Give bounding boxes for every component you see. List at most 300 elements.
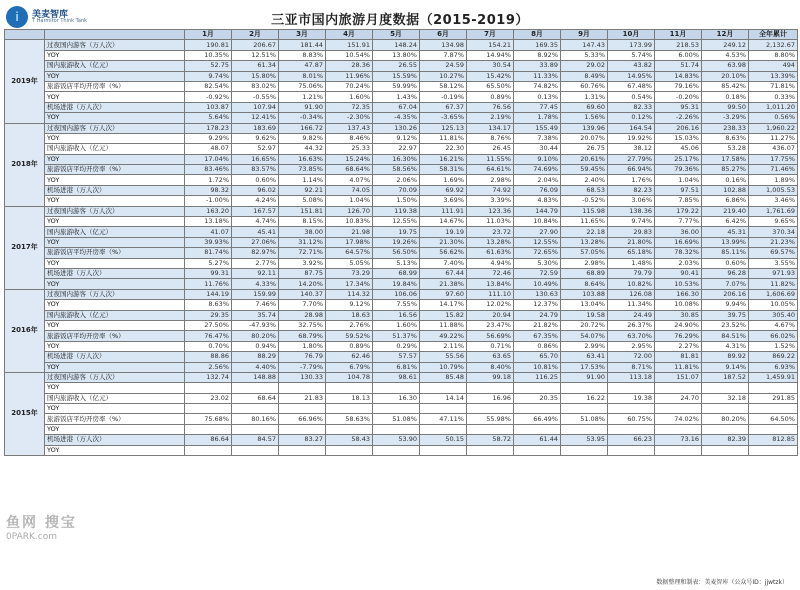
table-row — [5, 81, 798, 91]
value-cell: 59.45% — [561, 165, 608, 175]
value-cell: 5.33% — [561, 50, 608, 60]
value-cell: 7.77% — [655, 217, 702, 227]
value-cell: 70.24% — [326, 81, 373, 91]
table-row — [5, 237, 798, 247]
value-cell: 187.52 — [702, 372, 749, 382]
value-cell: 7.87% — [420, 50, 467, 60]
value-cell: 85.11% — [702, 248, 749, 258]
value-cell: 30.44 — [514, 144, 561, 154]
value-cell: 130.26 — [373, 123, 420, 133]
value-cell: 113.18 — [608, 372, 655, 382]
value-cell: 57.05% — [561, 248, 608, 258]
value-cell: 249.12 — [702, 40, 749, 50]
value-cell: 82.23 — [608, 185, 655, 195]
value-cell: 0.89% — [326, 341, 373, 351]
value-cell: 134.98 — [420, 40, 467, 50]
value-cell: 2.03% — [655, 258, 702, 268]
value-cell: 14.94% — [467, 50, 514, 60]
row-label: YOY — [45, 237, 185, 247]
value-cell: 23.47% — [467, 320, 514, 330]
value-cell: 6.81% — [373, 362, 420, 372]
row-label: 机场进港（万人次） — [45, 268, 185, 278]
value-cell: 39.93% — [185, 237, 232, 247]
value-cell: 19.26% — [373, 237, 420, 247]
row-label: YOY — [45, 445, 185, 455]
value-cell: 74.02% — [655, 414, 702, 424]
row-label: YOY — [45, 362, 185, 372]
value-cell: 8.83% — [279, 50, 326, 60]
value-cell: 173.99 — [608, 40, 655, 50]
value-cell: 27.79% — [608, 154, 655, 164]
value-cell: 12.37% — [514, 300, 561, 310]
value-cell: 63.98 — [702, 61, 749, 71]
value-cell: 16.30% — [373, 154, 420, 164]
value-cell: 50.15 — [420, 435, 467, 445]
value-cell: 2.76% — [326, 320, 373, 330]
header-row — [5, 30, 798, 40]
value-cell: 44.32 — [279, 144, 326, 154]
value-cell: 97.60 — [420, 289, 467, 299]
table-row — [5, 206, 798, 216]
value-cell — [279, 404, 326, 414]
value-cell: 0.54% — [608, 92, 655, 102]
value-cell: 111.10 — [467, 289, 514, 299]
value-cell: 80.20% — [232, 331, 279, 341]
value-cell: 107.94 — [232, 102, 279, 112]
annual-total-cell — [749, 404, 798, 414]
value-cell: 29.35 — [185, 310, 232, 320]
value-cell: 83.57% — [232, 165, 279, 175]
annual-total-cell: 3.55% — [749, 258, 798, 268]
value-cell: 21.80% — [608, 237, 655, 247]
table-row — [5, 196, 798, 206]
value-cell: 51.37% — [373, 331, 420, 341]
row-label: 过夜国内游客（万人次） — [45, 40, 185, 50]
value-cell: 48.07 — [185, 144, 232, 154]
value-cell: 104.78 — [326, 372, 373, 382]
value-cell: 12.51% — [232, 50, 279, 60]
table-row — [5, 40, 798, 50]
value-cell: 8.49% — [561, 71, 608, 81]
value-cell: 66.94% — [608, 165, 655, 175]
value-cell: 11.81% — [420, 133, 467, 143]
table-row — [5, 71, 798, 81]
table-row — [5, 268, 798, 278]
value-cell: -0.34% — [279, 113, 326, 123]
value-cell: 114.32 — [326, 289, 373, 299]
value-cell: 86.64 — [185, 435, 232, 445]
value-cell: 9.14% — [702, 362, 749, 372]
value-cell: 89.92 — [702, 352, 749, 362]
value-cell — [514, 383, 561, 393]
value-cell: 84.57 — [232, 435, 279, 445]
value-cell: 66.23 — [608, 435, 655, 445]
row-label: 旅游饭店平均开房率（%） — [45, 248, 185, 258]
value-cell — [467, 404, 514, 414]
value-cell: 178.23 — [185, 123, 232, 133]
value-cell: 4.33% — [232, 279, 279, 289]
page-title: 三亚市国内旅游月度数据（2015-2019） — [271, 13, 529, 28]
value-cell: 81.74% — [185, 248, 232, 258]
annual-total-cell: 1,761.69 — [749, 206, 798, 216]
value-cell: 22.18 — [561, 227, 608, 237]
value-cell — [561, 424, 608, 434]
table-row — [5, 320, 798, 330]
row-label: 过夜国内游客（万人次） — [45, 289, 185, 299]
value-cell: 21.83 — [279, 393, 326, 403]
value-cell: -0.55% — [232, 92, 279, 102]
value-cell: 76.47% — [185, 331, 232, 341]
value-cell: 148.88 — [232, 372, 279, 382]
annual-total-cell: 11.82% — [749, 279, 798, 289]
value-cell: 82.39 — [702, 435, 749, 445]
value-cell: 1.14% — [279, 175, 326, 185]
value-cell: 2.98% — [467, 175, 514, 185]
value-cell: 15.80% — [232, 71, 279, 81]
table-row — [5, 123, 798, 133]
value-cell: -0.52% — [561, 196, 608, 206]
table-row — [5, 217, 798, 227]
value-cell — [279, 424, 326, 434]
value-cell: 79.36% — [655, 165, 702, 175]
value-cell: 58.56% — [373, 165, 420, 175]
value-cell — [655, 404, 702, 414]
value-cell: 83.27 — [279, 435, 326, 445]
value-cell: 17.53% — [561, 362, 608, 372]
value-cell: 4.94% — [467, 258, 514, 268]
table-row — [5, 258, 798, 268]
value-cell: 1.76% — [608, 175, 655, 185]
row-label: 旅游饭店平均开房率（%） — [45, 331, 185, 341]
value-cell: 10.79% — [420, 362, 467, 372]
value-cell: 134.17 — [467, 123, 514, 133]
value-cell: -47.93% — [232, 320, 279, 330]
value-cell: 0.71% — [467, 341, 514, 351]
value-cell: 8.71% — [608, 362, 655, 372]
value-cell: 63.70% — [608, 331, 655, 341]
value-cell — [702, 383, 749, 393]
table-row — [5, 248, 798, 258]
value-cell: 10.35% — [185, 50, 232, 60]
value-cell: 125.13 — [420, 123, 467, 133]
value-cell: 57.57 — [373, 352, 420, 362]
row-label: YOY — [45, 175, 185, 185]
value-cell: 164.54 — [608, 123, 655, 133]
row-label: 机场进港（万人次） — [45, 352, 185, 362]
value-cell: 67.44 — [420, 268, 467, 278]
value-cell: 60.76% — [561, 81, 608, 91]
value-cell: 26.75 — [561, 144, 608, 154]
value-cell: 137.43 — [326, 123, 373, 133]
value-cell: 19.19 — [420, 227, 467, 237]
value-cell: 67.48% — [608, 81, 655, 91]
table-row — [5, 165, 798, 175]
value-cell — [373, 424, 420, 434]
year-cell: 2017年 — [5, 206, 45, 289]
column-header: 7月 — [467, 30, 514, 40]
table-row — [5, 300, 798, 310]
annual-total-cell: 0.33% — [749, 92, 798, 102]
value-cell: 16.30 — [373, 393, 420, 403]
table-row — [5, 393, 798, 403]
value-cell: 119.38 — [373, 206, 420, 216]
table-body — [5, 40, 798, 456]
value-cell: 1.69% — [420, 175, 467, 185]
table-row — [5, 341, 798, 351]
value-cell: 1.56% — [561, 113, 608, 123]
value-cell: 83.02% — [232, 81, 279, 91]
table-row — [5, 144, 798, 154]
value-cell: 10.53% — [655, 279, 702, 289]
value-cell: 130.63 — [514, 289, 561, 299]
value-cell: 11.88% — [420, 320, 467, 330]
value-cell: 11.81% — [655, 362, 702, 372]
value-cell: 29.83 — [608, 227, 655, 237]
value-cell: 51.08% — [561, 414, 608, 424]
value-cell: 16.22 — [561, 393, 608, 403]
annual-total-cell: 291.85 — [749, 393, 798, 403]
value-cell — [561, 383, 608, 393]
value-cell: 69.92 — [420, 185, 467, 195]
value-cell: 139.96 — [561, 123, 608, 133]
value-cell: 15.82 — [420, 310, 467, 320]
value-cell: 17.98% — [326, 237, 373, 247]
column-header: 5月 — [373, 30, 420, 40]
value-cell: 1.43% — [373, 92, 420, 102]
value-cell: 47.11% — [420, 414, 467, 424]
annual-total-cell: 71.81% — [749, 81, 798, 91]
value-cell: 144.19 — [185, 289, 232, 299]
value-cell: 19.58 — [561, 310, 608, 320]
value-cell: 66.49% — [514, 414, 561, 424]
value-cell: 58.43 — [326, 435, 373, 445]
value-cell — [655, 424, 702, 434]
value-cell — [655, 445, 702, 455]
value-cell: 20.72% — [561, 320, 608, 330]
value-cell: 65.70 — [514, 352, 561, 362]
value-cell: 2.98% — [561, 258, 608, 268]
value-cell — [232, 383, 279, 393]
table-row — [5, 435, 798, 445]
row-label: 旅游饭店平均开房率（%） — [45, 165, 185, 175]
value-cell: 51.08% — [373, 414, 420, 424]
value-cell: -4.35% — [373, 113, 420, 123]
value-cell: 81.81 — [655, 352, 702, 362]
value-cell: 67.35% — [514, 331, 561, 341]
value-cell: 91.90 — [561, 372, 608, 382]
annual-total-cell: 66.02% — [749, 331, 798, 341]
annual-total-cell: 17.75% — [749, 154, 798, 164]
row-label: 国内旅游收入（亿元） — [45, 144, 185, 154]
value-cell: 11.96% — [326, 71, 373, 81]
row-label: YOY — [45, 383, 185, 393]
value-cell: 54.07% — [561, 331, 608, 341]
value-cell: 74.05 — [326, 185, 373, 195]
value-cell — [655, 383, 702, 393]
value-cell: 13.99% — [702, 237, 749, 247]
value-cell: 6.42% — [702, 217, 749, 227]
value-cell: 12.55% — [373, 217, 420, 227]
value-cell: 5.05% — [326, 258, 373, 268]
value-cell: 7.85% — [655, 196, 702, 206]
value-cell: 9.94% — [702, 300, 749, 310]
value-cell: 3.39% — [467, 196, 514, 206]
value-cell: 10.81% — [514, 362, 561, 372]
value-cell: 1.48% — [608, 258, 655, 268]
value-cell: 1.04% — [655, 175, 702, 185]
value-cell — [702, 404, 749, 414]
value-cell: 20.07% — [561, 133, 608, 143]
value-cell: 4.31% — [702, 341, 749, 351]
row-label: YOY — [45, 300, 185, 310]
value-cell: 24.79 — [514, 310, 561, 320]
value-cell: 52.75 — [185, 61, 232, 71]
value-cell — [514, 424, 561, 434]
value-cell: -2.26% — [655, 113, 702, 123]
value-cell: 4.74% — [232, 217, 279, 227]
value-cell: 102.88 — [702, 185, 749, 195]
value-cell: 2.99% — [561, 341, 608, 351]
value-cell: 0.12% — [608, 113, 655, 123]
value-cell — [608, 424, 655, 434]
value-cell: 58.63% — [326, 414, 373, 424]
value-cell: 2.77% — [232, 258, 279, 268]
value-cell: 11.65% — [561, 217, 608, 227]
value-cell: 183.69 — [232, 123, 279, 133]
annual-total-cell — [749, 445, 798, 455]
value-cell: 169.35 — [514, 40, 561, 50]
value-cell — [373, 445, 420, 455]
value-cell: 58.72 — [467, 435, 514, 445]
value-cell: 24.70 — [655, 393, 702, 403]
annual-total-cell: 0.56% — [749, 113, 798, 123]
value-cell: 95.31 — [655, 102, 702, 112]
value-cell: 140.37 — [279, 289, 326, 299]
value-cell: 67.37 — [420, 102, 467, 112]
value-cell: 10.49% — [514, 279, 561, 289]
value-cell: 15.03% — [655, 133, 702, 143]
table-row — [5, 289, 798, 299]
value-cell: 6.00% — [655, 50, 702, 60]
value-cell: 15.59% — [373, 71, 420, 81]
value-cell: 61.44 — [514, 435, 561, 445]
value-cell: 18.63 — [326, 310, 373, 320]
row-label: YOY — [45, 279, 185, 289]
value-cell: 123.36 — [467, 206, 514, 216]
value-cell: 166.72 — [279, 123, 326, 133]
watermark-main: 鱼网 搜宝 — [6, 515, 77, 531]
annual-total-cell: 2,132.67 — [749, 40, 798, 50]
value-cell: 73.85% — [279, 165, 326, 175]
value-cell: 41.07 — [185, 227, 232, 237]
value-cell: 87.75 — [279, 268, 326, 278]
value-cell: 58.12% — [420, 81, 467, 91]
value-cell: 53.28 — [702, 144, 749, 154]
value-cell: 82.54% — [185, 81, 232, 91]
column-header: 12月 — [702, 30, 749, 40]
row-label: 过夜国内游客（万人次） — [45, 123, 185, 133]
value-cell: 144.79 — [514, 206, 561, 216]
value-cell: -2.30% — [326, 113, 373, 123]
value-cell: 38.12 — [608, 144, 655, 154]
value-cell: 4.07% — [326, 175, 373, 185]
value-cell: 61.63% — [467, 248, 514, 258]
table-row — [5, 445, 798, 455]
value-cell: 27.50% — [185, 320, 232, 330]
table-row — [5, 133, 798, 143]
value-cell — [185, 424, 232, 434]
value-cell: 1.21% — [279, 92, 326, 102]
value-cell: 31.12% — [279, 237, 326, 247]
annual-total-cell: 370.34 — [749, 227, 798, 237]
value-cell: 155.49 — [514, 123, 561, 133]
value-cell: 30.54 — [467, 61, 514, 71]
value-cell: 9.62% — [232, 133, 279, 143]
value-cell: 47.87 — [279, 61, 326, 71]
table-row — [5, 227, 798, 237]
column-header: 4月 — [326, 30, 373, 40]
value-cell — [608, 383, 655, 393]
value-cell: 8.15% — [279, 217, 326, 227]
value-cell: 0.13% — [514, 92, 561, 102]
value-cell: 78.32% — [655, 248, 702, 258]
year-cell: 2019年 — [5, 40, 45, 123]
value-cell — [326, 424, 373, 434]
value-cell: 1.80% — [279, 341, 326, 351]
value-cell: 88.86 — [185, 352, 232, 362]
value-cell: 1.60% — [326, 92, 373, 102]
table-row — [5, 113, 798, 123]
value-cell: 19.75 — [373, 227, 420, 237]
value-cell: 24.90% — [655, 320, 702, 330]
row-label: 机场进港（万人次） — [45, 185, 185, 195]
row-label: 机场进港（万人次） — [45, 435, 185, 445]
value-cell: 166.30 — [655, 289, 702, 299]
value-cell: 14.14 — [420, 393, 467, 403]
value-cell: 14.83% — [655, 71, 702, 81]
year-cell: 2015年 — [5, 372, 45, 455]
value-cell — [373, 383, 420, 393]
value-cell: 9.10% — [514, 154, 561, 164]
value-cell: 62.46 — [326, 352, 373, 362]
value-cell: 79.79 — [608, 268, 655, 278]
value-cell: 52.97 — [232, 144, 279, 154]
row-label: YOY — [45, 92, 185, 102]
column-header: 11月 — [655, 30, 702, 40]
value-cell: 72.35 — [326, 102, 373, 112]
value-cell: 1.50% — [373, 196, 420, 206]
value-cell: 22.30 — [420, 144, 467, 154]
annual-total-cell: 869.22 — [749, 352, 798, 362]
value-cell: 90.41 — [655, 268, 702, 278]
value-cell: 61.34 — [232, 61, 279, 71]
value-cell: 72.46 — [467, 268, 514, 278]
value-cell: 126.08 — [608, 289, 655, 299]
value-cell — [232, 404, 279, 414]
value-cell: 10.54% — [326, 50, 373, 60]
value-cell: 96.28 — [702, 268, 749, 278]
value-cell: 19.84% — [373, 279, 420, 289]
value-cell: 5.08% — [279, 196, 326, 206]
value-cell: 53.95 — [561, 435, 608, 445]
table-row — [5, 404, 798, 414]
column-header — [45, 30, 185, 40]
value-cell: 35.74 — [232, 310, 279, 320]
value-cell: 56.50% — [373, 248, 420, 258]
value-cell: 12.02% — [467, 300, 514, 310]
value-cell — [232, 445, 279, 455]
value-cell: 4.40% — [232, 362, 279, 372]
